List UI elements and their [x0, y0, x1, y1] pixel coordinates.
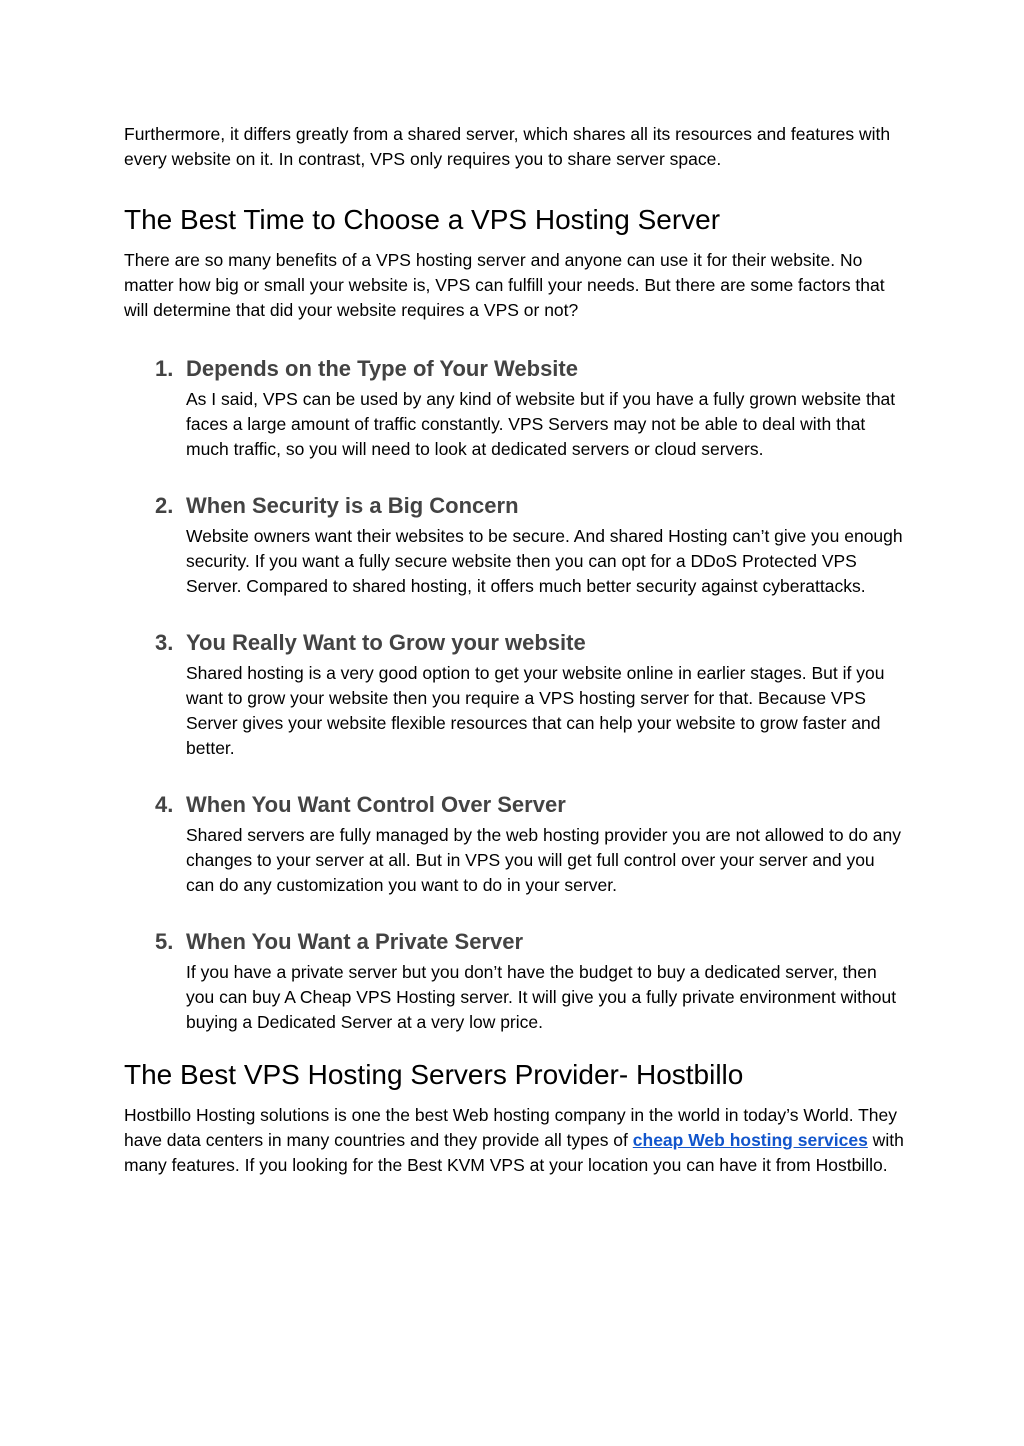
section-paragraph-best-time: There are so many benefits of a VPS hosting server and anyone can use it for their website. No matter how big or small your website is, VPS can fulfill your needs. But there are some factors that will determine that did your website requires a VPS or not? — [124, 250, 885, 320]
list-item — [124, 488, 904, 599]
list-item-heading: When You Want Control Over Server — [186, 792, 566, 817]
document-page — [124, 122, 904, 1178]
list-item-body: Shared servers are fully managed by the web hosting provider you are not allowed to do any changes to your server at all. But in VPS you will get full control over your server and you can do any customization you want to do in your server. — [186, 825, 902, 895]
list-item-body: Shared hosting is a very good option to get your website online in earlier stages. But if you want to grow your website then you require a VPS hosting server for that. Because VPS Server gives your website flexible resources that can help your website to grow faster and better. — [186, 663, 885, 758]
list-item — [124, 351, 904, 462]
paragraph-text-after-link: with many features. If you looking for the Best KVM VPS at your location you can have it from Hostbillo. — [124, 1130, 904, 1175]
factors-list — [124, 351, 904, 1035]
list-item-number: 1. — [155, 356, 174, 381]
section-heading-best-time: The Best Time to Choose a VPS Hosting Server — [124, 204, 721, 235]
list-item-number: 5. — [155, 929, 174, 954]
cheap-web-hosting-link[interactable]: cheap Web hosting services — [632, 1130, 868, 1150]
list-item — [124, 924, 904, 1035]
list-item — [124, 787, 904, 898]
section-heading-best-provider: The Best VPS Hosting Servers Provider- Hostbillo — [124, 1059, 744, 1090]
paragraph-text-before-link: Hostbillo Hosting solutions is one the best Web hosting company in the world in today’s World. They have data centers in many countries and they provide all types of — [124, 1105, 898, 1150]
list-item-body: As I said, VPS can be used by any kind of website but if you have a fully grown website that faces a large amount of traffic constantly. VPS Servers may not be able to deal with that much traffic, so you will need to look at dedicated servers or cloud servers. — [186, 389, 896, 459]
list-item-number: 2. — [155, 493, 174, 518]
section-paragraph-best-provider — [124, 1103, 904, 1178]
list-item-body: Website owners want their websites to be secure. And shared Hosting can’t give you enough security. If you want a fully secure website then you can opt for a DDoS Protected VPS Server. Compared to shared hosting, it offers much better security against cyberattacks. — [186, 526, 903, 596]
list-item-heading: When You Want a Private Server — [186, 929, 524, 954]
list-item — [124, 625, 904, 761]
list-item-heading: Depends on the Type of Your Website — [186, 356, 578, 381]
intro-paragraph: Furthermore, it differs greatly from a shared server, which shares all its resources and features with every website on it. In contrast, VPS only requires you to share server space. — [124, 124, 891, 169]
list-item-heading: When Security is a Big Concern — [186, 493, 519, 518]
list-item-number: 3. — [155, 630, 174, 655]
list-item-body: If you have a private server but you don’t have the budget to buy a dedicated server, then you can buy A Cheap VPS Hosting server. It will give you a fully private environment without buying a Dedicated Server at a very low price. — [186, 962, 897, 1032]
list-item-number: 4. — [155, 792, 174, 817]
list-item-heading: You Really Want to Grow your website — [186, 630, 586, 655]
